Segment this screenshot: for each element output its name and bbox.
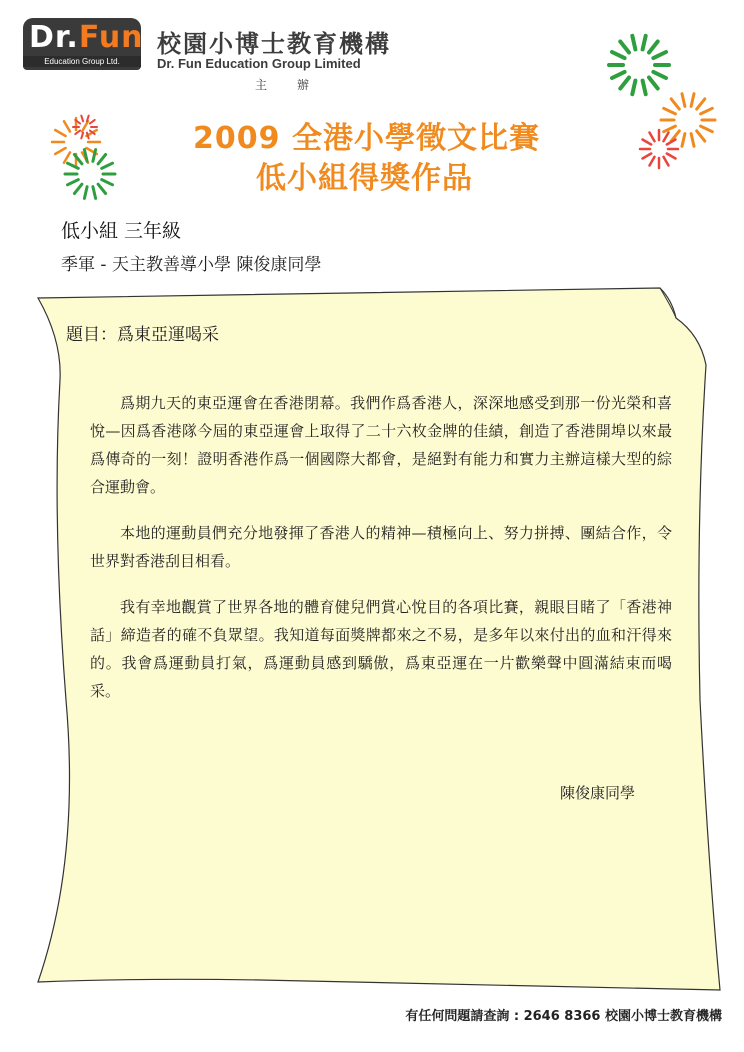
essay-paragraph-3: 我有幸地觀賞了世界各地的體育健兒們賞心悅目的各項比賽，親眼目睹了「香港神話」締造者的確不負眾望。我知道每面獎牌都來之不易，是多年以來付出的血和汗得來的。我會爲運動員打氣，爲運動員感到驕傲，爲東亞運在一片歡樂聲中圓滿結束而喝采。: [90, 598, 672, 700]
essay-paragraph-2: 本地的運動員們充分地發揮了香港人的精神—積極向上、努力拼搏、團結合作，令世界對香港刮目相看。: [90, 524, 672, 570]
essay-signature: 陳俊康同學: [560, 784, 636, 802]
award-line: 季軍 - 天主教善導小學 陳俊康同學: [61, 255, 322, 275]
org-name-cn: 校園小博士教育機構: [157, 30, 391, 58]
logo-tagline: Education Group Ltd.: [23, 56, 141, 67]
org-name-en: Dr. Fun Education Group Limited: [157, 56, 361, 71]
banner-title-line1: 2009 全港小學徵文比賽: [193, 121, 540, 156]
host-label: 主辦: [255, 78, 340, 92]
category-heading: 低小組 三年級: [61, 220, 182, 242]
banner-title-line2: 低小組得獎作品: [256, 161, 473, 196]
essay-paragraph-1: 爲期九天的東亞運會在香港閉幕。我們作爲香港人，深深地感受到那一份光榮和喜悅—因爲香港隊今屆的東亞運會上取得了二十六枚金牌的佳績，創造了香港開埠以來最爲傳奇的一刻！證明香港作爲一個國際大都會，是絕對有能力和實力主辦這樣大型的綜合運動會。: [90, 394, 672, 496]
footer-contact: 有任何問題請查詢 : 2646 8366 校園小博士教育機構: [405, 1009, 722, 1024]
logo-text-main: Dr.: [29, 20, 79, 55]
essay-body: [66, 320, 676, 723]
logo-text-accent: Fun: [78, 20, 144, 55]
essay-title: 題目：爲東亞運喝采: [66, 325, 219, 345]
